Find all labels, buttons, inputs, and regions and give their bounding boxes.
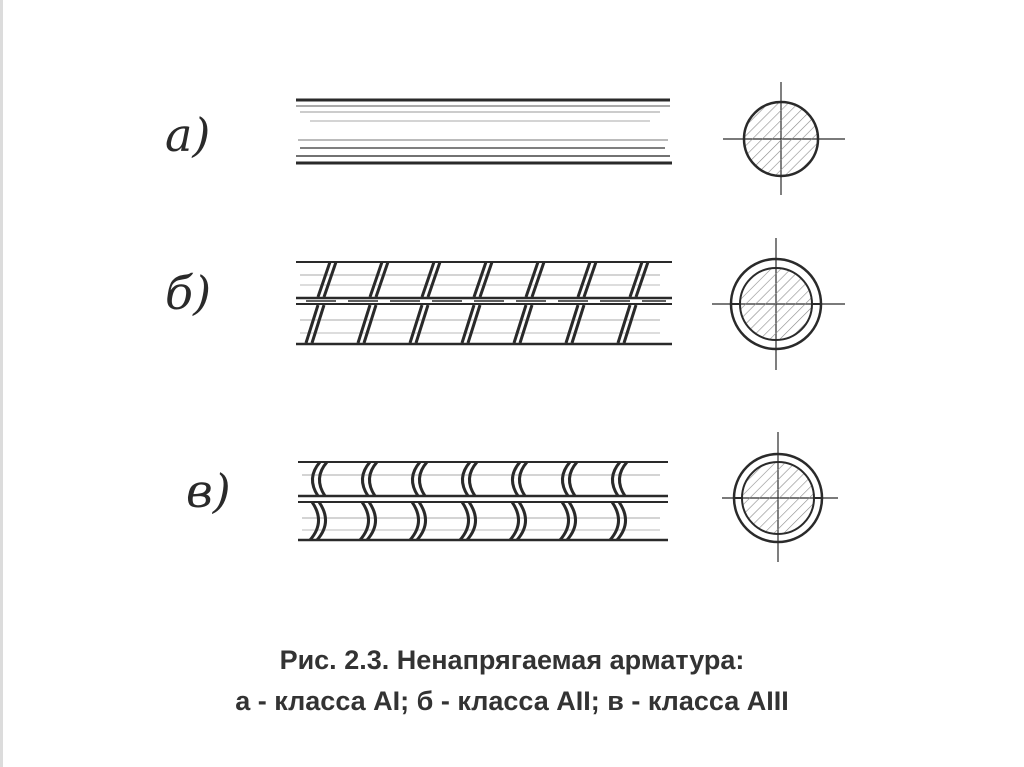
figure-caption-line-2: а - класса AI; б - класса AII; в - класса AIII <box>235 686 789 716</box>
cross-section-c <box>722 432 838 562</box>
label-c: в) <box>186 464 231 518</box>
ribbed-bar-aiii <box>298 462 668 540</box>
label-b: б) <box>165 266 212 320</box>
ribbed-bar-aii <box>296 262 672 344</box>
figure-caption-line-1: Рис. 2.3. Ненапрягаемая арматура: <box>279 645 745 675</box>
cross-section-a <box>723 82 845 195</box>
label-a: а) <box>165 108 211 162</box>
smooth-bar <box>296 100 672 163</box>
cross-section-b <box>712 238 845 370</box>
